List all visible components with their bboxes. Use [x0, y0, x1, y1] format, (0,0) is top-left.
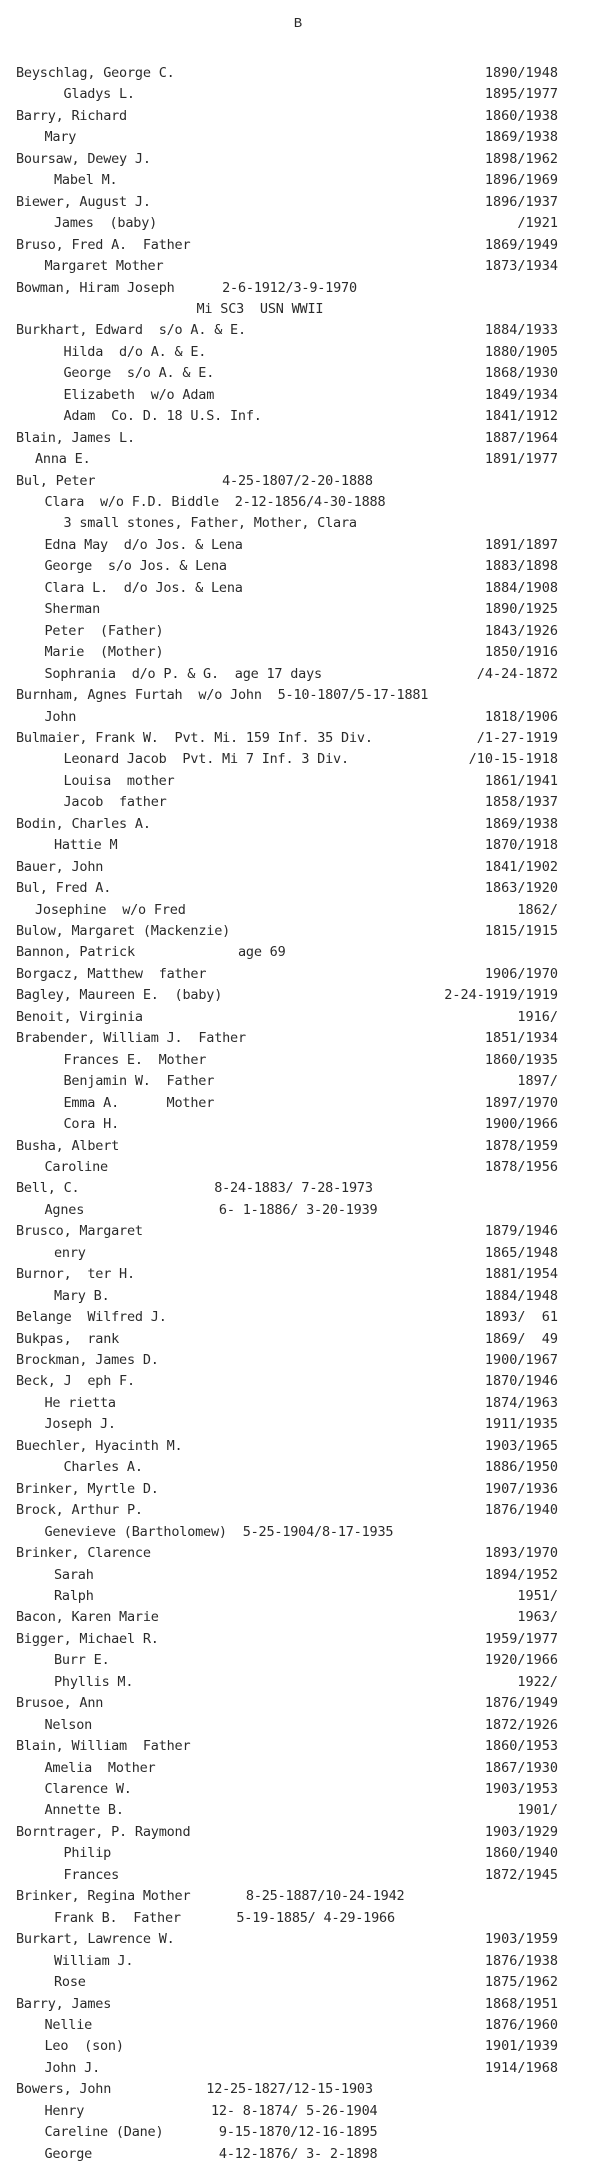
record-line — [0, 2035, 596, 2057]
record-dates: 1860/1940 — [484, 1845, 558, 1862]
record-line — [0, 1928, 596, 1950]
record-name: Gladys L. — [63, 86, 135, 103]
record-name: Borgacz, Matthew father — [16, 965, 207, 982]
record-line — [0, 1714, 596, 1736]
record-line — [0, 2121, 596, 2143]
record-line — [0, 748, 596, 770]
record-line — [0, 298, 596, 320]
record-line — [0, 1799, 596, 1821]
record-dates: 1868/1951 — [484, 1995, 558, 2012]
record-line — [0, 62, 596, 84]
record-dates: 1876/1960 — [484, 2016, 558, 2033]
record-line — [0, 834, 596, 856]
record-dates: 1873/1934 — [484, 258, 558, 275]
record-dates: 1880/1905 — [484, 343, 558, 360]
record-dates: 1911/1935 — [484, 1416, 558, 1433]
record-dates: 1903/1929 — [484, 1823, 558, 1840]
record-dates: /1921 — [517, 215, 558, 232]
record-line — [0, 1435, 596, 1457]
record-name: Frances — [63, 1866, 119, 1883]
record-dates: 1893/ 61 — [484, 1309, 558, 1326]
record-name: Leo (son) — [44, 2038, 124, 2055]
record-dates: 1841/1912 — [484, 408, 558, 425]
record-dates: 1849/1934 — [484, 386, 558, 403]
record-name: Ralph — [54, 1587, 94, 1604]
record-line — [0, 2078, 596, 2100]
record-line — [0, 1564, 596, 1586]
record-name: Bell, C. 8-24-1883/ 7-28-1973 — [16, 1180, 373, 1197]
record-name: Buechler, Hyacinth M. — [16, 1437, 183, 1454]
record-dates: 1891/1977 — [484, 451, 558, 468]
record-dates: 1886/1950 — [484, 1459, 558, 1476]
record-name: Bigger, Michael R. — [16, 1630, 159, 1647]
record-name: Blain, James L. — [16, 429, 135, 446]
record-name: Brusoe, Ann — [16, 1695, 104, 1712]
record-line — [0, 1821, 596, 1843]
record-line — [0, 2014, 596, 2036]
record-dates: 1818/1906 — [484, 708, 558, 725]
record-line — [0, 1971, 596, 1993]
record-line — [0, 1135, 596, 1157]
record-name: Benjamin W. Father — [63, 1073, 215, 1090]
record-dates: 1868/1930 — [484, 365, 558, 382]
record-line — [0, 877, 596, 899]
record-line — [0, 470, 596, 492]
record-name: Burr E. — [54, 1652, 110, 1669]
record-name: Nellie — [44, 2016, 93, 2033]
record-line — [0, 1478, 596, 1500]
record-line — [0, 920, 596, 942]
record-dates: 1920/1966 — [484, 1652, 558, 1669]
record-line — [0, 899, 596, 921]
record-dates: 1903/1953 — [484, 1781, 558, 1797]
record-line — [0, 706, 596, 728]
record-line — [0, 405, 596, 427]
record-dates: 1872/1945 — [484, 1866, 558, 1883]
record-name: Burkart, Lawrence W. — [16, 1931, 175, 1948]
record-line — [0, 1328, 596, 1350]
record-name: James (baby) — [54, 215, 158, 232]
record-dates: 1916/ — [517, 1008, 558, 1025]
record-line — [0, 1585, 596, 1607]
record-dates: 1851/1934 — [484, 1030, 558, 1047]
record-name: Barry, Richard — [16, 107, 127, 124]
record-name: Mi SC3 USN WWII — [196, 300, 324, 317]
record-line — [0, 663, 596, 685]
record-name: Sarah — [54, 1566, 94, 1583]
record-name: Brinker, Regina Mother 8-25-1887/10-24-1942 — [16, 1888, 405, 1905]
record-line — [0, 2057, 596, 2079]
record-dates: /10-15-1918 — [468, 751, 558, 768]
record-line — [0, 1842, 596, 1864]
record-dates: 1893/1970 — [484, 1545, 558, 1562]
record-line — [0, 555, 596, 577]
record-line — [0, 2143, 596, 2165]
record-line — [0, 941, 596, 963]
record-line — [0, 448, 596, 470]
record-name: Bul, Peter 4-25-1807/2-20-1888 — [16, 472, 373, 489]
record-name: Joseph J. — [44, 1416, 116, 1433]
record-line — [0, 1370, 596, 1392]
record-line — [0, 234, 596, 256]
record-dates: 1876/1938 — [484, 1952, 558, 1969]
record-dates: 1884/1933 — [484, 322, 558, 339]
record-name: John — [44, 708, 77, 725]
record-name: Mary B. — [54, 1287, 110, 1304]
record-name: Adam Co. D. 18 U.S. Inf. — [63, 408, 262, 425]
record-name: Clarence W. — [44, 1781, 132, 1797]
record-name: Burnor, ter H. — [16, 1266, 135, 1283]
record-dates: 1874/1963 — [484, 1394, 558, 1411]
record-name: Charles A. — [63, 1459, 143, 1476]
record-name: John J. — [44, 2059, 100, 2076]
record-name: Josephine w/o Fred — [35, 901, 186, 918]
record-name: Nelson — [44, 1716, 93, 1733]
record-dates: 1876/1940 — [484, 1502, 558, 1519]
page-letter-heading: B — [293, 16, 303, 32]
record-line — [0, 1778, 596, 1800]
record-name: Brinker, Myrtle D. — [16, 1480, 159, 1497]
record-dates: 1903/1959 — [484, 1931, 558, 1948]
record-name: Edna May d/o Jos. & Lena — [44, 536, 243, 553]
record-name: Genevieve (Bartholomew) 5-25-1904/8-17-1935 — [44, 1523, 394, 1540]
record-dates: 1900/1967 — [484, 1352, 558, 1368]
record-name: Brinker, Clarence — [16, 1545, 151, 1562]
record-dates: 1862/ — [517, 901, 558, 918]
record-name: Burkhart, Edward s/o A. & E. — [16, 322, 246, 339]
record-name: Hilda d/o A. & E. — [63, 343, 207, 360]
record-dates: 1951/ — [517, 1587, 558, 1604]
record-line — [0, 169, 596, 191]
record-dates: 1860/1935 — [484, 1051, 558, 1068]
record-dates: 1959/1977 — [484, 1630, 558, 1647]
record-dates: 1887/1964 — [484, 429, 558, 446]
record-line — [0, 319, 596, 341]
record-name: Leonard Jacob Pvt. Mi 7 Inf. 3 Div. — [63, 751, 349, 768]
record-line — [0, 1456, 596, 1478]
record-line — [0, 384, 596, 406]
record-name: Anna E. — [35, 451, 91, 468]
record-line — [0, 255, 596, 277]
record-line — [0, 770, 596, 792]
record-name: Bannon, Patrick age 69 — [16, 944, 286, 961]
record-line — [0, 1156, 596, 1178]
record-name: Rose — [54, 1974, 86, 1991]
record-line — [0, 1285, 596, 1307]
record-dates: 1890/1948 — [484, 65, 558, 81]
record-line — [0, 620, 596, 642]
record-line — [0, 1864, 596, 1886]
record-dates: 1841/1902 — [484, 858, 558, 875]
record-name: Amelia Mother — [44, 1759, 156, 1776]
record-line — [0, 148, 596, 170]
record-line — [0, 1671, 596, 1693]
record-line — [0, 1885, 596, 1907]
record-dates: 1896/1937 — [484, 193, 558, 210]
record-dates: 1869/ 49 — [484, 1330, 558, 1347]
record-name: Bukpas, rank — [16, 1330, 120, 1347]
record-line — [0, 277, 596, 299]
record-line — [0, 212, 596, 234]
record-line — [0, 191, 596, 213]
record-line — [0, 126, 596, 148]
record-name: George s/o A. & E. — [63, 365, 215, 382]
record-name: Phyllis M. — [54, 1673, 134, 1690]
record-line — [0, 1092, 596, 1114]
record-name: Mary — [44, 129, 77, 146]
record-dates: 1865/1948 — [484, 1244, 558, 1261]
record-dates: 1903/1965 — [484, 1437, 558, 1454]
record-line — [0, 1993, 596, 2015]
record-name: Margaret Mother — [44, 258, 164, 275]
record-dates: 1895/1977 — [484, 86, 558, 103]
record-name: Biewer, August J. — [16, 193, 151, 210]
record-dates: 1850/1916 — [484, 644, 558, 661]
record-line — [0, 491, 596, 513]
record-name: Burnham, Agnes Furtah w/o John 5-10-1807/5-17-1881 — [16, 687, 429, 704]
record-name: Emma A. Mother — [63, 1094, 215, 1111]
record-line — [0, 1242, 596, 1264]
record-line — [0, 1649, 596, 1671]
record-name: Philip — [63, 1845, 112, 1862]
record-line — [0, 534, 596, 556]
record-name: Belange Wilfred J. — [16, 1309, 167, 1326]
record-name: Benoit, Virginia — [16, 1008, 143, 1025]
record-dates: 1870/1946 — [484, 1373, 558, 1390]
record-name: William J. — [54, 1952, 134, 1969]
record-line — [0, 1027, 596, 1049]
record-name: Marie (Mother) — [44, 644, 164, 661]
record-name: Bul, Fred A. — [16, 880, 112, 897]
record-line — [0, 598, 596, 620]
record-line — [0, 984, 596, 1006]
record-line — [0, 963, 596, 985]
record-dates: 2-24-1919/1919 — [444, 987, 558, 1004]
record-dates: 1878/1959 — [484, 1137, 558, 1154]
record-line — [0, 577, 596, 599]
record-name: Clara w/o F.D. Biddle 2-12-1856/4-30-1888 — [44, 494, 386, 510]
record-name: Boursaw, Dewey J. — [16, 150, 151, 167]
record-line — [0, 1177, 596, 1199]
record-name: Jacob father — [63, 794, 167, 811]
record-name: Agnes 6- 1-1886/ 3-20-1939 — [44, 1201, 378, 1218]
record-dates: 1861/1941 — [484, 772, 558, 789]
record-line — [0, 641, 596, 663]
record-dates: 1883/1898 — [484, 558, 558, 575]
record-name: Bruso, Fred A. Father — [16, 236, 191, 253]
record-line — [0, 1542, 596, 1564]
record-dates: 1872/1926 — [484, 1716, 558, 1733]
record-line — [0, 1392, 596, 1414]
record-line — [0, 1735, 596, 1757]
record-name: Bowman, Hiram Joseph 2-6-1912/3-9-1970 — [16, 279, 357, 296]
record-name: Bodin, Charles A. — [16, 815, 151, 832]
record-line — [0, 1757, 596, 1779]
record-name: George 4-12-1876/ 3- 2-1898 — [44, 2145, 378, 2162]
record-dates: /4-24-1872 — [476, 665, 558, 682]
record-dates: 1879/1946 — [484, 1223, 558, 1240]
record-name: Louisa mother — [63, 772, 175, 789]
record-line — [0, 83, 596, 105]
record-line — [0, 1692, 596, 1714]
record-line — [0, 512, 596, 534]
record-name: Brock, Arthur P. — [16, 1502, 143, 1519]
record-name: Brusco, Margaret — [16, 1223, 143, 1240]
record-dates: 1860/1953 — [484, 1738, 558, 1755]
record-dates: 1884/1948 — [484, 1287, 558, 1304]
record-line — [0, 1006, 596, 1028]
record-name: Brabender, William J. Father — [16, 1030, 246, 1047]
record-dates: 1878/1956 — [484, 1158, 558, 1175]
record-name: Careline (Dane) 9-15-1870/12-16-1895 — [44, 2124, 378, 2141]
record-dates: 1894/1952 — [484, 1566, 558, 1583]
record-dates: 1900/1966 — [484, 1116, 558, 1133]
record-dates: 1869/1949 — [484, 236, 558, 253]
record-dates: 1876/1949 — [484, 1695, 558, 1712]
record-line — [0, 1199, 596, 1221]
record-dates: 1922/ — [517, 1673, 558, 1690]
record-line — [0, 1521, 596, 1543]
record-dates: 1897/ — [517, 1073, 558, 1090]
record-dates: 1914/1968 — [484, 2059, 558, 2076]
record-line — [0, 105, 596, 127]
record-line — [0, 1628, 596, 1650]
record-line — [0, 1306, 596, 1328]
record-name: Annette B. — [44, 1802, 124, 1819]
record-line — [0, 856, 596, 878]
record-line — [0, 1907, 596, 1929]
record-line — [0, 684, 596, 706]
record-dates: 1891/1897 — [484, 536, 558, 553]
record-line — [0, 1049, 596, 1071]
record-line — [0, 341, 596, 363]
record-line — [0, 1413, 596, 1435]
record-name: Bulmaier, Frank W. Pvt. Mi. 159 Inf. 35 Div. — [16, 729, 373, 746]
record-line — [0, 1263, 596, 1285]
record-line — [0, 813, 596, 835]
record-line — [0, 791, 596, 813]
record-name: Bowers, John 12-25-1827/12-15-1903 — [16, 2081, 373, 2098]
record-name: Frances E. Mother — [63, 1051, 207, 1068]
record-name: Bauer, John — [16, 858, 104, 875]
record-name: Beyschlag, George C. — [16, 65, 175, 81]
record-dates: 1963/ — [517, 1609, 558, 1626]
record-name: Sherman — [44, 601, 100, 618]
record-line — [0, 1499, 596, 1521]
record-dates: 1860/1938 — [484, 107, 558, 124]
record-dates: 1896/1969 — [484, 172, 558, 189]
record-dates: 1901/ — [517, 1802, 558, 1819]
record-dates: 1858/1937 — [484, 794, 558, 811]
record-dates: 1863/1920 — [484, 880, 558, 897]
record-line — [0, 1113, 596, 1135]
record-dates: 1901/1939 — [484, 2038, 558, 2055]
record-name: Hattie M — [54, 837, 118, 854]
record-dates: 1898/1962 — [484, 150, 558, 167]
record-name: Bagley, Maureen E. (baby) — [16, 987, 223, 1004]
record-dates: 1843/1926 — [484, 622, 558, 639]
record-name: Borntrager, P. Raymond — [16, 1823, 191, 1840]
record-dates: 1867/1930 — [484, 1759, 558, 1776]
record-name: Bacon, Karen Marie — [16, 1609, 159, 1626]
record-dates: 1884/1908 — [484, 579, 558, 596]
record-dates: 1815/1915 — [484, 923, 558, 939]
record-name: Frank B. Father 5-19-1885/ 4-29-1966 — [54, 1909, 395, 1926]
record-name: Blain, William Father — [16, 1738, 191, 1755]
record-line — [0, 2100, 596, 2122]
record-name: Caroline — [44, 1158, 108, 1175]
record-name: Peter (Father) — [44, 622, 164, 639]
record-name: Busha, Albert — [16, 1137, 120, 1154]
record-dates: /1-27-1919 — [476, 729, 558, 746]
record-name: Elizabeth w/o Adam — [63, 386, 215, 403]
record-dates: 1890/1925 — [484, 601, 558, 618]
record-name: 3 small stones, Father, Mother, Clara — [63, 515, 357, 532]
record-dates: 1897/1970 — [484, 1094, 558, 1111]
record-name: Clara L. d/o Jos. & Lena — [44, 579, 243, 596]
record-line — [0, 1606, 596, 1628]
record-name: He rietta — [44, 1394, 116, 1411]
record-line — [0, 1349, 596, 1371]
record-dates: 1869/1938 — [484, 129, 558, 146]
record-line — [0, 427, 596, 449]
record-name: Cora H. — [63, 1116, 119, 1133]
record-line — [0, 1070, 596, 1092]
record-dates: 1869/1938 — [484, 815, 558, 832]
record-name: Sophrania d/o P. & G. age 17 days — [44, 665, 322, 682]
record-name: Bulow, Margaret (Mackenzie) — [16, 923, 231, 939]
record-name: enry — [54, 1244, 86, 1261]
record-dates: 1881/1954 — [484, 1266, 558, 1283]
record-name: Mabel M. — [54, 172, 118, 189]
record-name: Henry 12- 8-1874/ 5-26-1904 — [44, 2102, 378, 2119]
record-name: Beck, J eph F. — [16, 1373, 135, 1390]
record-line — [0, 362, 596, 384]
record-name: George s/o Jos. & Lena — [44, 558, 227, 575]
record-dates: 1870/1918 — [484, 837, 558, 854]
record-dates: 1906/1970 — [484, 965, 558, 982]
record-line — [0, 727, 596, 749]
record-dates: 1875/1962 — [484, 1974, 558, 1991]
record-line — [0, 1950, 596, 1972]
record-name: Barry, James — [16, 1995, 112, 2012]
record-line — [0, 1220, 596, 1242]
record-name: Brockman, James D. — [16, 1352, 159, 1368]
record-dates: 1907/1936 — [484, 1480, 558, 1497]
